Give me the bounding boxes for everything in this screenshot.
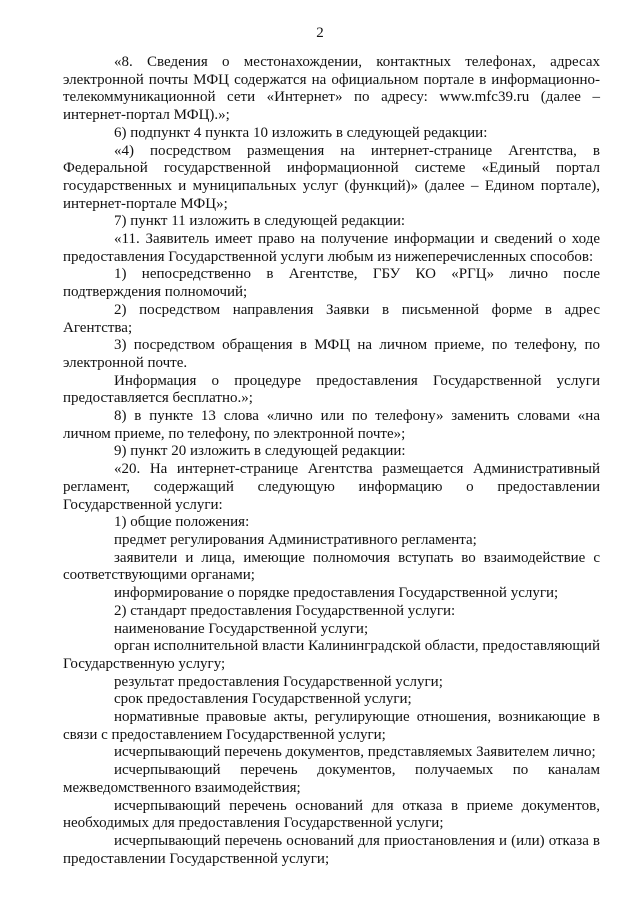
paragraph-informing: информирование о порядке предоставления Государственной услуги; <box>114 585 559 602</box>
paragraph-method-3: 3) посредством обращения в МФЦ на личном приеме, по телефону, по электронной почте. <box>63 337 600 371</box>
paragraph-method-2: 2) посредством направления Заявки в письменной форме в адрес Агентства; <box>63 301 600 336</box>
paragraph-method-1: 1) непосредственно в Агентстве, ГБУ КО «РГЦ» лично после подтверждения полномочий; <box>63 266 600 301</box>
paragraph-general-provisions: 1) общие положения: <box>114 514 250 531</box>
paragraph-subitem-8: 8) в пункте 13 слова «лично или по телефону» заменить словами «на личном приеме, по телефону, по электронной почте»; <box>63 408 600 442</box>
document-body <box>63 54 600 868</box>
paragraph-applicants: заявители и лица, имеющие полномочия вступать во взаимодействие с соответствующими органами; <box>63 549 600 584</box>
paragraph-refusal-grounds: исчерпывающий перечень оснований для отказа в приеме документов, необходимых для предоставления Государственной услуги; <box>63 797 600 832</box>
paragraph-subitem-7: 7) пункт 11 изложить в следующей редакции: <box>114 213 406 230</box>
paragraph-executive-body: орган исполнительной власти Калининградской области, предоставляющий Государственную услугу; <box>63 638 600 672</box>
paragraph-subitem-6: 6) подпункт 4 пункта 10 изложить в следующей редакции: <box>114 124 488 141</box>
paragraph-service-name: наименование Государственной услуги; <box>114 620 369 637</box>
paragraph-legal-acts: нормативные правовые акты, регулирующие отношения, возникающие в связи с предоставлением Государственной услуги; <box>63 709 600 743</box>
paragraph-subitem-9: 9) пункт 20 изложить в следующей редакции: <box>114 443 406 460</box>
paragraph-service-term: срок предоставления Государственной услуги; <box>114 691 412 708</box>
paragraph-info-free: Информация о процедуре предоставления Государственной услуги предоставляется бесплатно.»; <box>63 372 600 407</box>
paragraph-documents-personal: исчерпывающий перечень документов, представляемых Заявителем лично; <box>114 744 596 761</box>
paragraph-documents-interagency: исчерпывающий перечень документов, получаемых по каналам межведомственного взаимодействия; <box>63 762 600 796</box>
paragraph-item-11: «11. Заявитель имеет право на получение информации и сведений о ходе предоставления Государственной услуги любым из нижеперечисленных способов: <box>63 231 600 265</box>
paragraph-subpoint-4: «4) посредством размещения на интернет-странице Агентства, в Федеральной государственной информационной системе «Единый портал государственных и муниципальных услуг (функций)» (далее – Едином портале), интернет-портале МФЦ»; <box>63 142 600 212</box>
paragraph-suspension-grounds: исчерпывающий перечень оснований для приостановления и (или) отказа в предоставлении Государственной услуги; <box>63 832 600 867</box>
page-number: 2 <box>316 25 324 41</box>
paragraph-item-8: «8. Сведения о местонахождении, контактных телефонах, адресах электронной почты МФЦ содержатся на официальном портале в информационно-телекоммуникационной сети «Интернет» по адресу: www.mfc39.ru (далее – интернет-портал МФЦ).»; <box>63 54 600 124</box>
paragraph-item-20: «20. На интернет-странице Агентства размещается Административный регламент, содержащий следующую информацию о предоставлении Государственной услуги: <box>63 461 600 513</box>
paragraph-regulation-subject: предмет регулирования Административного регламента; <box>114 531 477 548</box>
paragraph-service-standard: 2) стандарт предоставления Государственной услуги: <box>114 602 456 619</box>
paragraph-service-result: результат предоставления Государственной услуги; <box>114 673 443 690</box>
